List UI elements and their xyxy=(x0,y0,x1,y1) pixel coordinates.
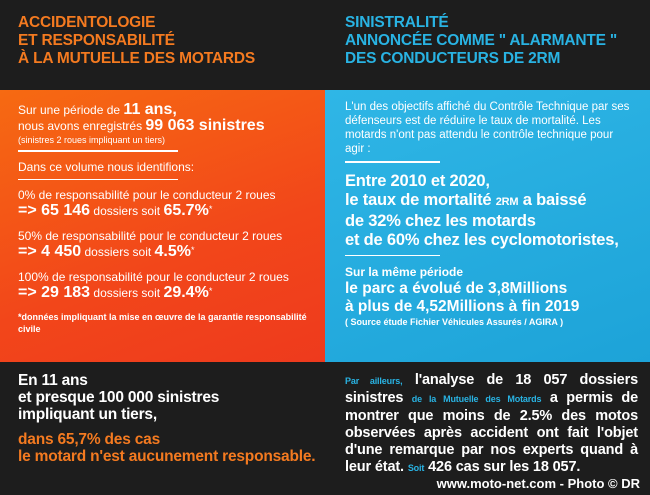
mortality-2rm: 2RM xyxy=(495,195,519,208)
summary-line: impliquant un tiers, xyxy=(18,406,157,423)
analysis-source: de la Mutuelle des Motards xyxy=(411,394,542,404)
claims-text: nous avons enregistrés xyxy=(18,119,146,133)
right-header xyxy=(325,0,650,90)
period-value: 11 ans, xyxy=(123,101,177,118)
resp-0-count: => 65 146 xyxy=(18,202,91,219)
right-header-line: DES CONDUCTEURS DE 2RM xyxy=(345,50,561,67)
footnote-mark: * xyxy=(208,204,213,214)
left-header-line: À LA MUTUELLE DES MOTARDS xyxy=(18,50,255,67)
mortality-line: et de 60% chez les cyclomotoristes, xyxy=(345,230,619,249)
left-header-line: ET RESPONSABILITÉ xyxy=(18,32,175,49)
summary-highlight: le motard n'est aucunement responsable. xyxy=(18,448,316,465)
resp-100-count: => 29 183 xyxy=(18,284,91,301)
resp-100-text: dossiers soit xyxy=(90,286,164,300)
resp-50-value xyxy=(18,244,307,260)
resp-50-percent: 4.5% xyxy=(154,243,191,260)
resp-0-value xyxy=(18,203,307,219)
resp-50-count: => 4 450 xyxy=(18,243,82,260)
mortality-text: a baissé xyxy=(518,190,587,209)
mortality-line: Entre 2010 et 2020, xyxy=(345,171,490,190)
right-header-line: ANNONCÉE COMME " ALARMANTE " xyxy=(345,32,618,49)
responsibility-panel xyxy=(0,90,325,362)
spacer xyxy=(18,260,307,270)
summary-line: et presque 100 000 sinistres xyxy=(18,389,220,406)
resp-0-label: 0% de responsabilité pour le conducteur 2 roues xyxy=(18,188,276,202)
fleet-line: à plus de 4,52Millions à fin 2019 xyxy=(345,298,580,315)
resp-100-percent: 29.4% xyxy=(163,284,209,301)
resp-0-text: dossiers soit xyxy=(90,204,164,218)
summary-highlight: dans 65,7% des cas xyxy=(18,431,161,448)
divider xyxy=(345,255,440,257)
source-note: ( Source étude Fichier Véhicules Assurés / AGIRA ) xyxy=(345,317,564,327)
mortality-panel xyxy=(325,90,650,362)
claims-line xyxy=(18,118,307,134)
analysis-lead: Soit xyxy=(407,463,425,473)
left-header-line: ACCIDENTOLOGIE xyxy=(18,14,156,31)
analysis-text: a permis de montrer que moins de 2.5% des motos observées après accident ont fait l'objet d'une remarque par nos experts quand à leur état. xyxy=(345,390,638,475)
claims-note: (sinistres 2 roues impliquant un tiers) xyxy=(18,135,166,145)
claims-value: 99 063 sinistres xyxy=(145,117,265,134)
identify-line: Dans ce volume nous identifions: xyxy=(18,159,195,174)
intro-text: L'un des objectifs affiché du Contrôle Technique par ses défenseurs est de réduire le taux de mortalité. Les motards n'ont pas attendu le contrôle technique pour agir : xyxy=(345,101,630,155)
mortality-line xyxy=(345,191,632,212)
resp-100-value xyxy=(18,285,307,301)
period-line xyxy=(18,102,307,118)
right-header-line: SINISTRALITÉ xyxy=(345,14,449,31)
footnote-mark: * xyxy=(208,286,213,296)
left-header xyxy=(0,0,325,90)
fleet-line: le parc a évolué de 3,8Millions xyxy=(345,280,568,297)
analysis-lead: Par ailleurs, xyxy=(345,376,403,386)
resp-0-percent: 65.7% xyxy=(163,202,209,219)
summary-line: En 11 ans xyxy=(18,372,88,389)
footnote-mark: * xyxy=(191,245,195,255)
spacer xyxy=(18,219,307,229)
analysis-text: 426 cas sur les 18 057. xyxy=(424,459,581,475)
credit-footer: www.moto-net.com - Photo © DR xyxy=(436,476,640,491)
resp-50-label: 50% de responsabilité pour le conducteur 2 roues xyxy=(18,229,283,243)
spacer xyxy=(18,301,307,311)
mortality-text: le taux de mortalité xyxy=(345,190,496,209)
resp-100-label: 100% de responsabilité pour le conducteur 2 roues xyxy=(18,270,289,284)
analysis-paragraph xyxy=(345,372,638,477)
summary-block xyxy=(0,362,325,495)
analysis-text: l'analyse de 18 057 dossiers sinistres xyxy=(345,372,638,406)
divider xyxy=(345,161,440,163)
footnote: *données impliquant la mise en œuvre de la garantie responsabilité civile xyxy=(18,312,307,334)
divider xyxy=(18,150,178,152)
period-subhead: Sur la même période xyxy=(345,265,464,279)
period-text: Sur une période de xyxy=(18,103,124,117)
resp-50-text: dossiers soit xyxy=(81,245,155,259)
spacer xyxy=(18,423,325,431)
divider xyxy=(18,179,178,181)
mortality-line: de 32% chez les motards xyxy=(345,211,536,230)
